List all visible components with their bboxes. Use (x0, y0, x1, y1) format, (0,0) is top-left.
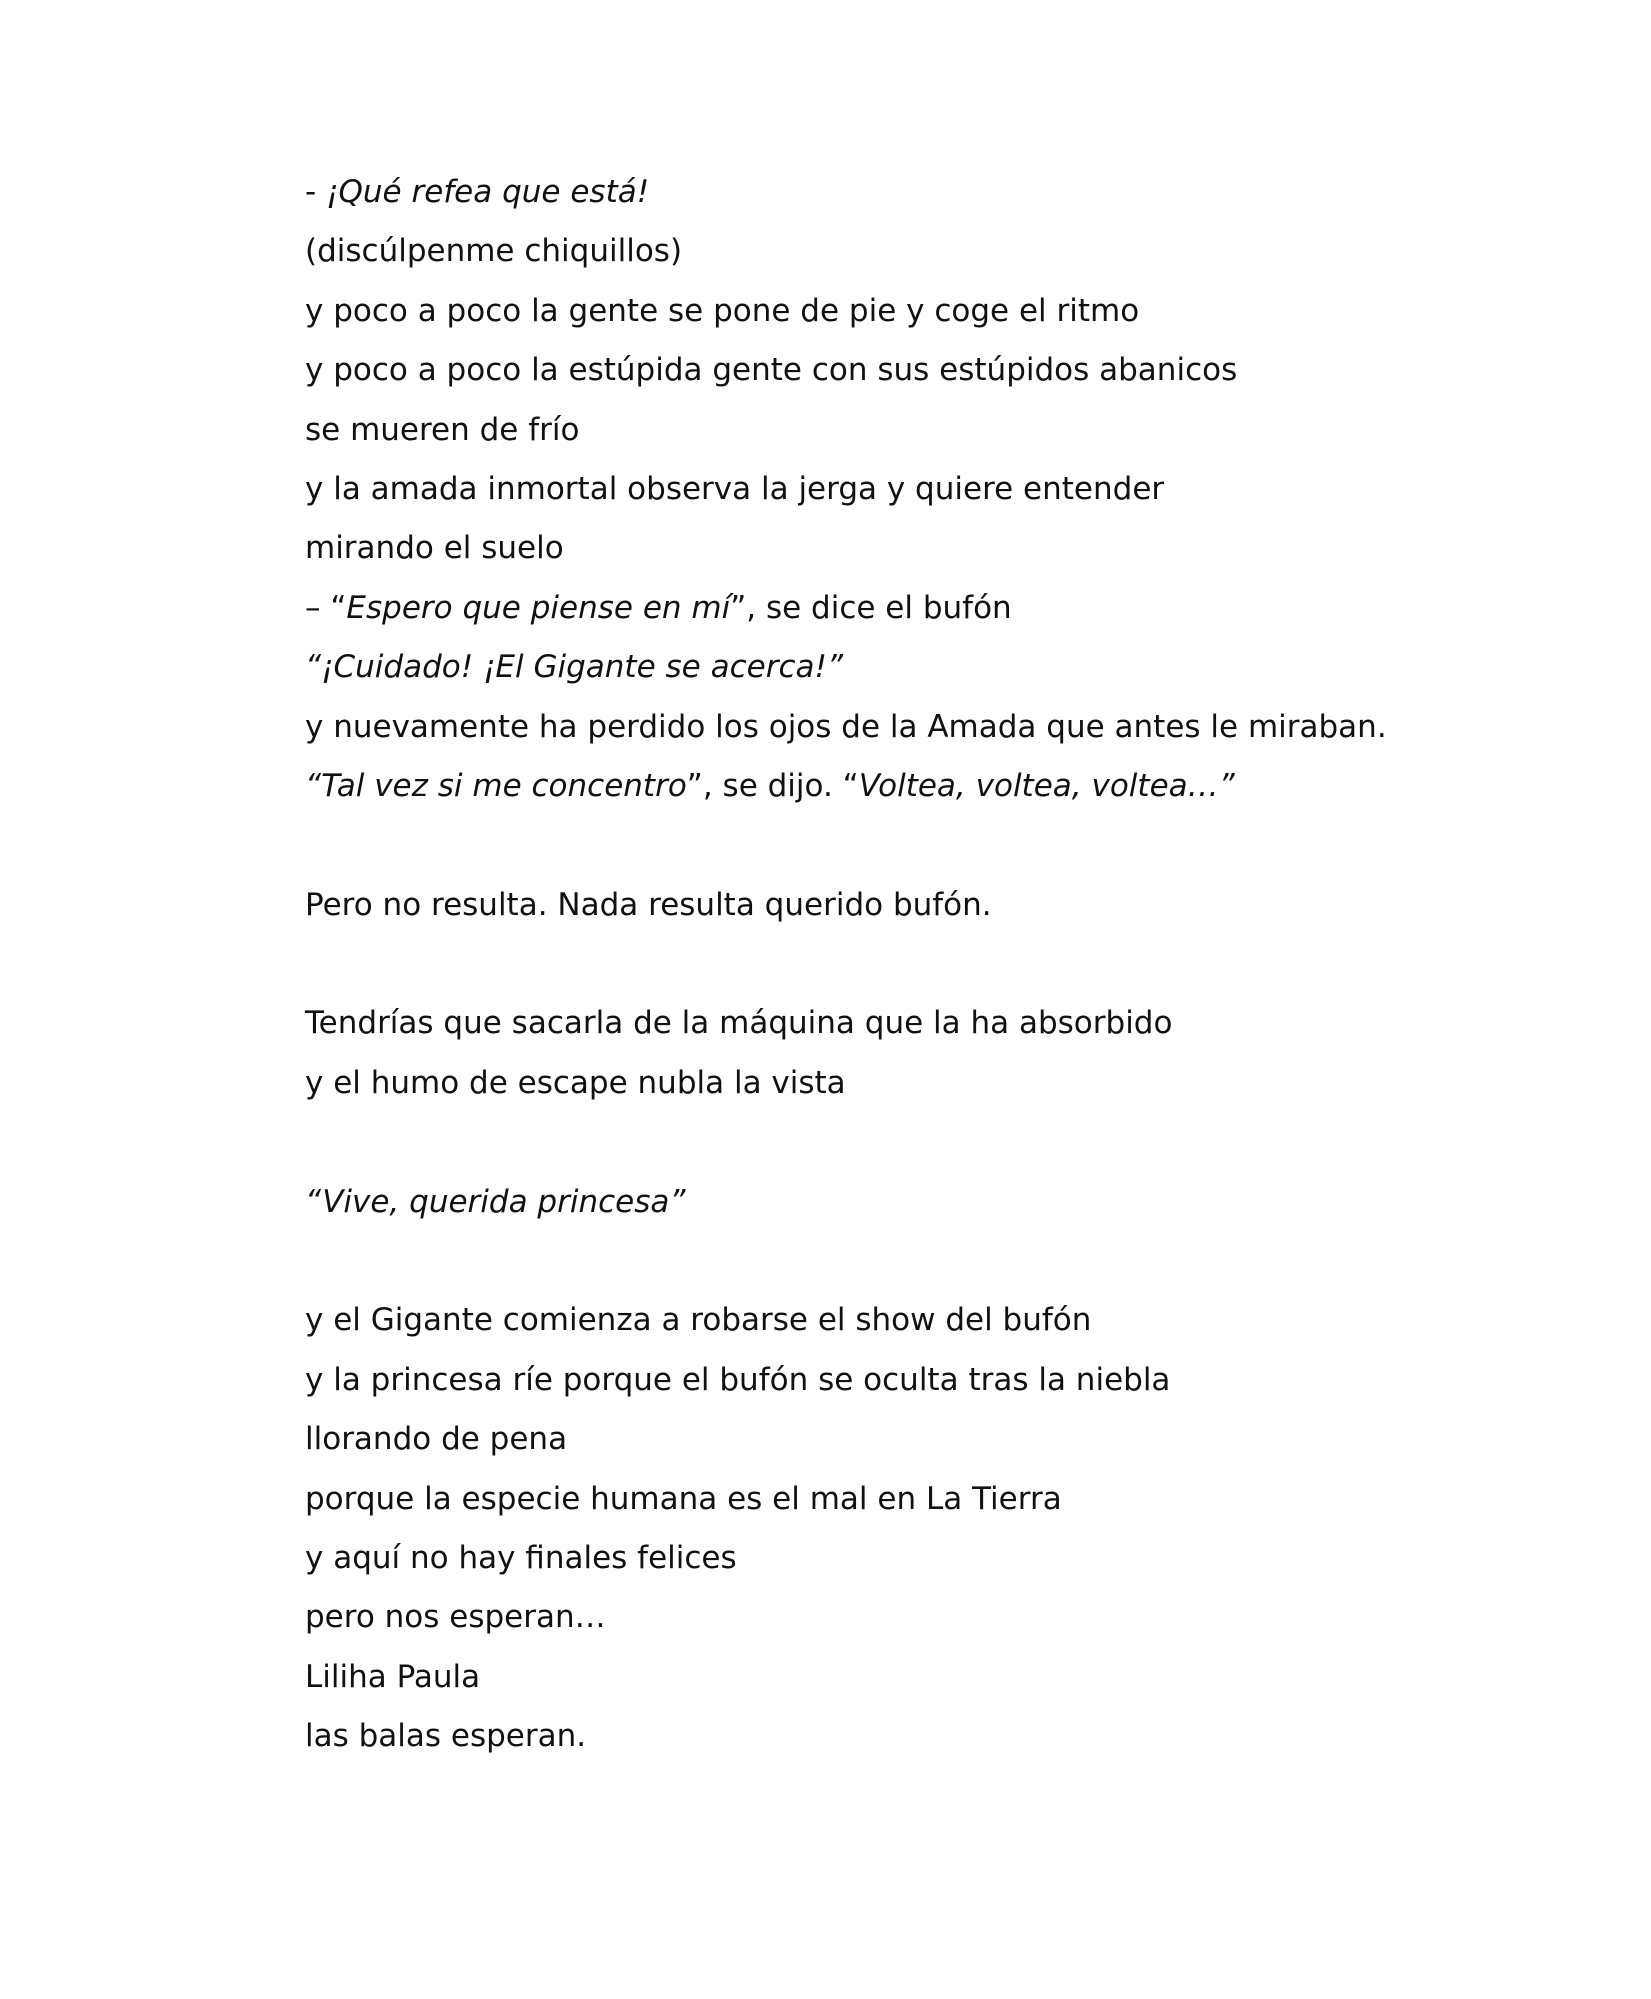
poem-line: “Vive, querida princesa” (305, 1183, 686, 1220)
stanza-break (305, 816, 1555, 875)
poem-line (305, 757, 1555, 816)
poem-line: y el humo de escape nubla la vista (305, 1064, 846, 1101)
stanza-break (305, 1113, 1555, 1172)
italic-quote: Espero que piense en mí (346, 589, 731, 626)
poem-line: pero nos esperan… (305, 1599, 606, 1636)
quote-open: – “ (305, 589, 347, 626)
poem-line: las balas esperan. (305, 1718, 587, 1755)
poem-line: y poco a poco la estúpida gente con sus estúpidos abanicos (305, 352, 1238, 389)
poem-line: Liliha Paula (305, 1658, 481, 1695)
poem-line: (discúlpenme chiquillos) (305, 233, 683, 270)
quote-mark: “ (305, 767, 322, 804)
italic-quote: Voltea, voltea, voltea… (858, 767, 1219, 804)
poem-line: se mueren de frío (305, 411, 580, 448)
poem-line (305, 579, 1555, 638)
quote-middle: ”, se dijo. “ (686, 767, 859, 804)
poem-line: y la princesa ríe porque el bufón se oculta tras la niebla (305, 1361, 1171, 1398)
quote-tail: ”, se dice el bufón (730, 589, 1012, 626)
poem-line: mirando el suelo (305, 530, 564, 567)
poem-line: y poco a poco la gente se pone de pie y coge el ritmo (305, 292, 1140, 329)
stanza-break (305, 1232, 1555, 1291)
poem-line: Pero no resulta. Nada resulta querido bufón. (305, 886, 992, 923)
italic-quote: Tal vez si me concentro (321, 767, 687, 804)
poem-line: porque la especie humana es el mal en La Tierra (305, 1480, 1062, 1517)
stanza-break (305, 935, 1555, 994)
italic-exclamation: ¡Qué refea que está! (326, 174, 650, 210)
poem-body (305, 163, 1555, 1767)
poem-line: y aquí no hay finales felices (305, 1539, 737, 1576)
poem-line: Tendrías que sacarla de la máquina que la ha absorbido (305, 1005, 1173, 1042)
quote-mark: ” (1218, 767, 1235, 804)
poem-line: llorando de pena (305, 1421, 568, 1458)
poem-line: y el Gigante comienza a robarse el show del bufón (305, 1302, 1092, 1339)
dash: - (305, 174, 327, 210)
poem-line: “¡Cuidado! ¡El Gigante se acerca!” (305, 649, 843, 686)
poem-line: y nuevamente ha perdido los ojos de la Amada que antes le miraban. (305, 708, 1387, 745)
poem-line (305, 163, 1555, 222)
poem-line: y la amada inmortal observa la jerga y quiere entender (305, 470, 1165, 507)
